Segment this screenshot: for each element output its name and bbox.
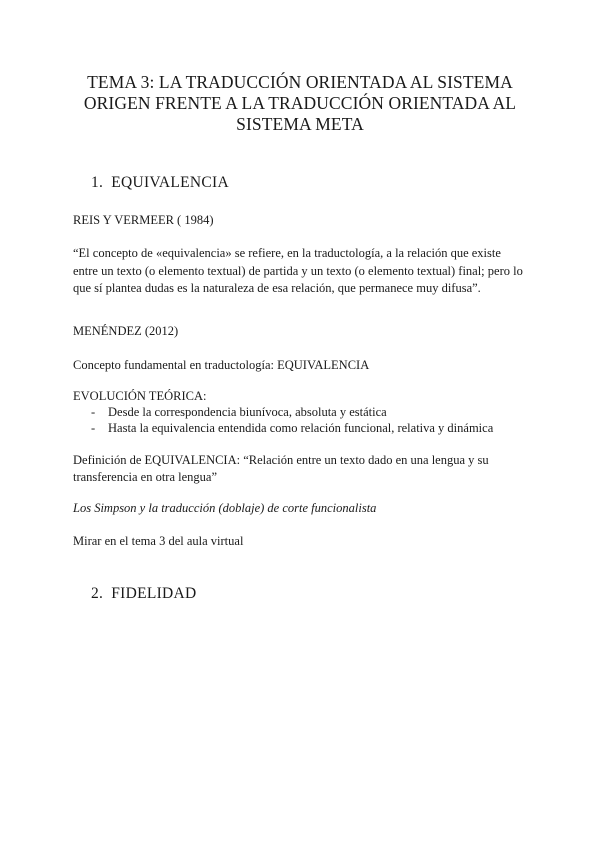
author-citation: MENÉNDEZ (2012)	[73, 324, 179, 338]
section-label: FIDELIDAD	[111, 585, 197, 602]
title-line-2: ORIGEN FRENTE A LA TRADUCCIÓN ORIENTADA AL	[83, 93, 517, 113]
italic-note: Los Simpson y la traducción (doblaje) de corte funcionalista	[73, 501, 377, 515]
concept-line	[73, 357, 528, 374]
instruction-text: Mirar en el tema 3 del aula virtual	[73, 534, 244, 548]
list-item	[91, 421, 531, 437]
definicion-paragraph	[73, 452, 528, 486]
list-item-text: Desde la correspondencia biunívoca, absoluta y estática	[108, 405, 387, 419]
quote-paragraph: “El concepto de «equivalencia» se refiere, en la traductología, a la relación que existe entre un texto (o elemento textual) de partida y un texto (o elemento textual) final; pero lo que sí plantea dudas es la naturaleza de esa relación, que permanece muy difusa”.	[73, 246, 523, 295]
evolucion-list	[91, 405, 531, 436]
section-heading-fidelidad	[91, 585, 197, 603]
section-number: 1.	[91, 174, 104, 191]
dash-bullet: -	[91, 420, 96, 435]
concept-paragraph: Concepto fundamental en traductología: EQUIVALENCIA	[73, 358, 370, 372]
section-label: EQUIVALENCIA	[111, 174, 230, 191]
section-heading-equivalencia	[91, 174, 229, 192]
evolucion-heading	[73, 388, 528, 405]
reis-vermeer-quote	[73, 245, 528, 298]
list-item-text: Hasta la equivalencia entendida como relación funcional, relativa y dinámica	[108, 420, 494, 435]
mirar-line	[73, 533, 528, 550]
reis-vermeer-author	[73, 212, 528, 229]
definition-text: Definición de EQUIVALENCIA: “Relación entre un texto dado en una lengua y su transferencia en otra lengua”	[73, 453, 489, 484]
menendez-author	[73, 323, 528, 340]
section-number: 2.	[91, 585, 104, 602]
title-line-3: SISTEMA META	[236, 114, 364, 134]
document-title	[60, 72, 540, 135]
dash-bullet: -	[91, 405, 96, 419]
list-item	[91, 405, 531, 421]
author-citation: REIS Y VERMEER ( 1984)	[73, 213, 214, 227]
title-line-1: TEMA 3: LA TRADUCCIÓN ORIENTADA AL SISTEMA	[87, 72, 513, 92]
subheading: EVOLUCIÓN TEÓRICA:	[73, 389, 207, 403]
simpson-line	[73, 500, 528, 517]
